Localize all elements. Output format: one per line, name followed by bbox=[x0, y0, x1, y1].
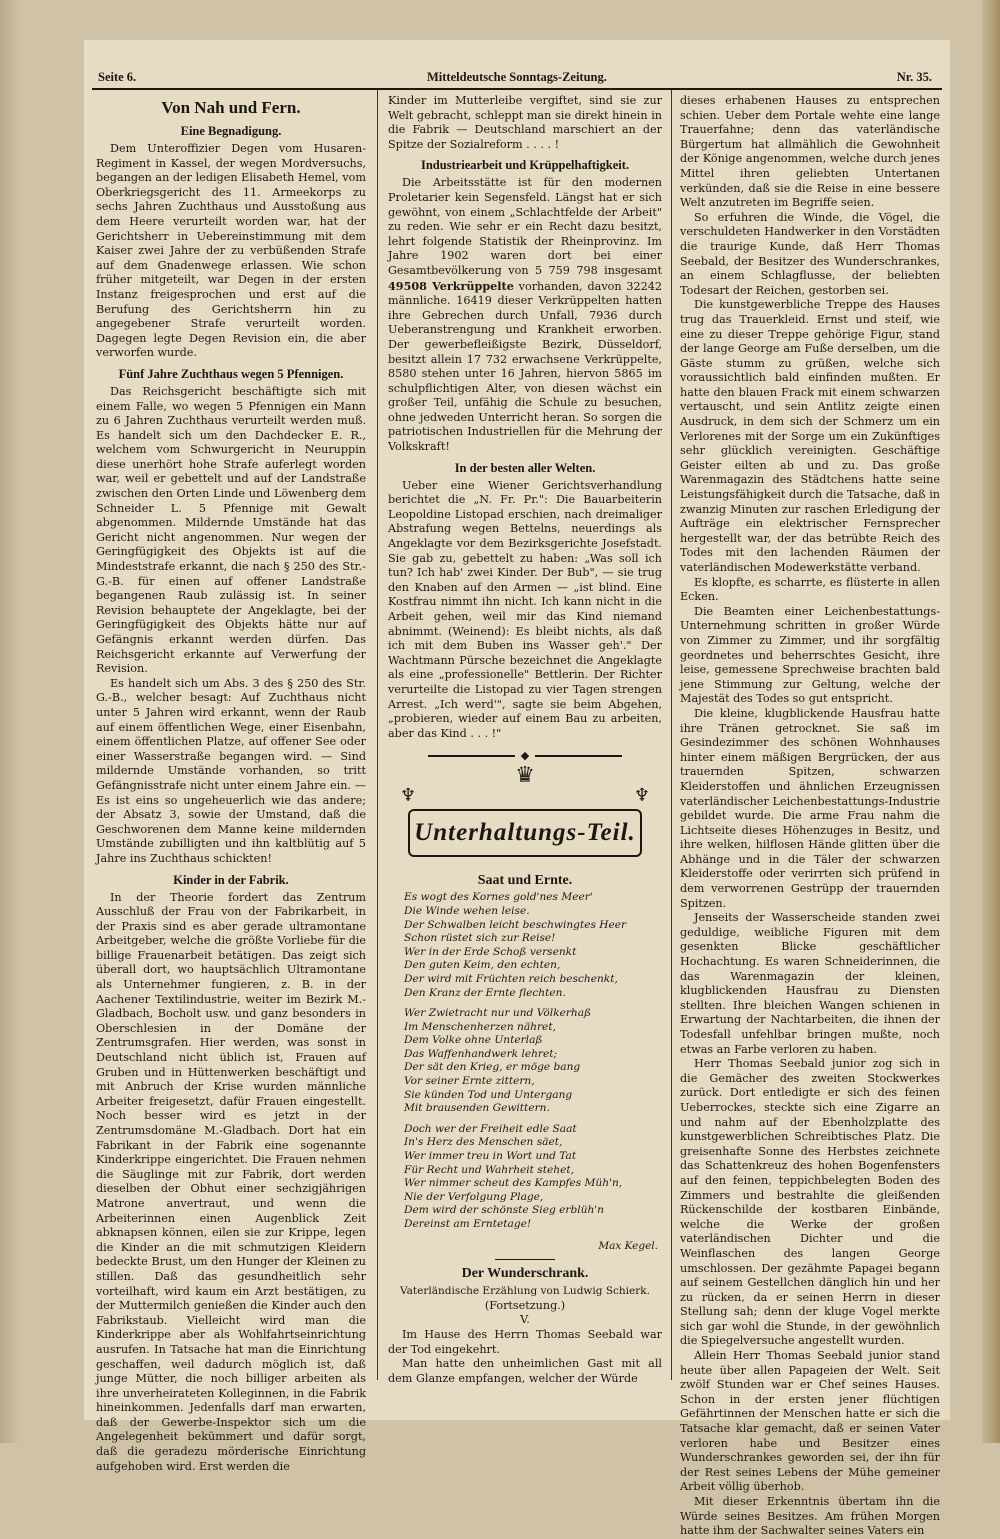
article-paragraph: Kinder im Mutterleibe vergiftet, sind sie zur Welt gebracht, schleppt man sie direkt hinein in die Fabrik — Deutschland marschiert an der Spitze der Sozialreform . . . . ! bbox=[388, 94, 662, 151]
section-title: Von Nah und Fern. bbox=[161, 98, 301, 117]
poem-line: In's Herz des Menschen säet, bbox=[404, 1136, 563, 1149]
poem-line: Es wogt des Kornes gold'nes Meer' bbox=[404, 891, 593, 904]
header-rule bbox=[92, 88, 942, 90]
poem-line: Wer Zwietracht nur und Völkerhaß bbox=[404, 1007, 592, 1020]
article-title: Fünf Jahre Zuchthaus wegen 5 Pfennigen. bbox=[118, 366, 344, 381]
entertainment-banner bbox=[394, 763, 656, 865]
text-run: vorhanden, davon 32242 männliche. 16419 dieser Verkrüppelten hatten ihre Gebrechen durch Unfall, 7936 durch Ueberanstrengung und Krankheit erworben. Der gewerbefleißigste Bezirk, Düsseldorf, besitzt allein 17 732 erwachsene Verkrüppelte, 8580 stehen unter 16 Jahren, hiervon 5865 im schulpflichtigen Alter, von diesen wächst ein großer Teil, unfähig die Schule zu besuchen, ohne jedweden Unterricht heran. So sorgen die patriotischen Industriellen für die Mehrung der Volkskraft! bbox=[388, 279, 663, 454]
poem-line: Dereinst am Erntetage! bbox=[404, 1218, 532, 1230]
lamp-icon: ♆ bbox=[633, 785, 650, 807]
page-header bbox=[92, 66, 942, 88]
article-paragraph: Im Hause des Herrn Thomas Seebald war der Tod eingekehrt. bbox=[388, 1327, 662, 1356]
ornament-divider: ◆ bbox=[388, 749, 662, 763]
story-subtitle: Vaterländische Erzählung von Ludwig Schierk. bbox=[400, 1285, 650, 1298]
lamp-icon: ♆ bbox=[400, 785, 417, 807]
poem-line: Wer immer treu in Wort und Tat bbox=[404, 1150, 577, 1163]
article-title: Industriearbeit und Krüppelhaftigkeit. bbox=[420, 158, 629, 173]
poem-line: Den Kranz der Ernte flechten. bbox=[404, 986, 566, 999]
page-number: Seite 6. bbox=[98, 70, 137, 84]
poem-line: Doch wer der Freiheit edle Saat bbox=[404, 1122, 577, 1135]
poem-line: Mit brausenden Gewittern. bbox=[404, 1102, 550, 1115]
poem-line: Sie künden Tod und Untergang bbox=[404, 1088, 573, 1101]
article-title: Eine Begnadigung. bbox=[180, 124, 282, 138]
poem-line: Den guten Keim, den echten, bbox=[404, 959, 561, 972]
poem-line: Wer in der Erde Schoß versenkt bbox=[404, 945, 577, 958]
article-paragraph: In der Theorie fordert das Zentrum Ausschluß der Frau von der Fabrikarbeit, in der Praxis sind es aber gerade ultramontane Arbeitgeber, welche die größte Vorliebe für die billige Frauenarbeit betätigen. Das zeigt sich überall dort, wo hauptsächlich Ultramontane als Unternehmer fungieren, z. B. in der Aachener Textilindustrie, weiter im Bezirk M.-Gladbach, Bocholt usw. und ganz besonders in Oberschlesien in der Domäne der Zentrumsgrafen. Hier werden, was sonst in Deutschland nicht üblich ist, Frauen auf Gruben und in Hüttenwerken beschäftigt und mit Anbruch der Krise wurden männliche Arbeiter freigesetzt, dafür Frauen eingestellt. Noch besser wird es jetzt in der Zentrumsdomäne M.-Gladbach. Dort hat ein Fabrikant in der Fabrik eine sogenannte Kinderkrippe eingerichtet. Die Frauen nehmen die Säuglinge mit zur Fabrik, dort werden dieselben der Obhut einer sechzigjährigen Matrone anvertraut, und wenn die Arbeiterinnen einen Augenblick Zeit abknapsen können, eilen sie zur Krippe, legen die Kinder an die mit schmutzigen Kleidern bedeckte Brust, um den Hunger der Kleinen zu stillen. Daß das gesundheitlich sehr vorteilhaft, wird kaum ein Arzt bestätigen, zu der Muttermilch genießen die Kinder auch den Fabrikstaub. Vielleicht wird man die Kinderkrippe aber als Wohlfahrtseinrichtung ausrufen. In Tatsache hat man die Einrichtung geschaffen, weil dadurch möglich ist, daß junge Mütter, die noch billiger arbeiten als ihre unverheirateten Kolleginnen, in die Fabrik hineinkommen. Jedenfalls darf man erwarten, daß der Gewerbe-Inspektor sich um die Angelegenheit bekümmert und dafür sorgt, daß die geradezu mörderische Einrichtung aufgehoben wird. Erst werden die bbox=[96, 890, 366, 1473]
newspaper-title: Mitteldeutsche Sonntags-Zeitung. bbox=[427, 70, 607, 84]
poem-line: Der Schwalben leicht beschwingtes Heer bbox=[404, 918, 627, 931]
column-rule-1 bbox=[377, 90, 378, 1380]
story-continuation: (Fortsetzung.) bbox=[484, 1298, 566, 1312]
article-paragraph: Mit dieser Erkenntnis übertam ihn die Würde seines Besitzes. Am frühen Morgen hatte ihm der Sachwalter seines Vaters ein bbox=[680, 1495, 940, 1538]
article-paragraph: Das Reichsgericht beschäftigte sich mit einem Falle, wo wegen 5 Pfennigen ein Mann zu 6 Jahren Zuchthaus verurteilt werden muß. Es handelt sich um den Dachdecker E. R., welchem vom Schwurgericht in Neuruppin diese unerhört hohe Strafe auferlegt worden war, weil er gebettelt und auf der Landstraße zwischen den Orten Linde und Löwenberg dem Schneider L. 5 Pfennige mit Gewalt abgenommen. Mildernde Umstände hat das Gericht nicht angenommen. Nur wegen der Geringfügigkeit des Objekts ist auf die Mindeststrafe erkannt, die nach § 250 des Str.-G.-B. für einen auf offener Landstraße begangenen Raub zulässig ist. In seiner Revision behauptete der Angeklagte, bei der Geringfügigkeit des Objekts hätte nur auf Gefängnis erkannt werden dürfen. Das Reichsgericht erkannte auf Verwerfung der Revision. bbox=[96, 384, 366, 676]
poem-line: Der sät den Krieg, er möge bang bbox=[404, 1061, 581, 1074]
crown-icon: ♛ bbox=[515, 763, 535, 789]
divider bbox=[495, 1259, 555, 1260]
poem-line: Für Recht und Wahrheit stehet, bbox=[404, 1163, 574, 1176]
poem-stanza bbox=[404, 1123, 662, 1232]
banner-title: Unterhaltungs-Teil. bbox=[408, 809, 642, 857]
bold-figure: 49508 Verkrüppelte bbox=[388, 278, 514, 293]
poem-line: Wer nimmer scheut des Kampfes Müh'n, bbox=[404, 1177, 623, 1190]
poem-stanza bbox=[404, 891, 662, 1000]
poem-line: Die Winde wehen leise. bbox=[404, 904, 530, 917]
article-paragraph: So erfuhren die Winde, die Vögel, die verschuldeten Handwerker in den Vorstädten die traurige Kunde, daß Herr Thomas Seebald, der Besitzer des Wunderschrankes, an einem Schlagflusse, der beliebten Todesart der Reichen, gestorben sei. bbox=[680, 210, 940, 297]
article-paragraph bbox=[388, 176, 662, 454]
poem-title: Saat und Ernte. bbox=[477, 873, 573, 889]
poem-line: Dem wird der schönste Sieg erblüh'n bbox=[404, 1204, 604, 1217]
article-paragraph: Man hatte den unheimlichen Gast mit all dem Glanze empfangen, welcher der Würde bbox=[388, 1357, 662, 1385]
poem-line: Das Waffenhandwerk lehret; bbox=[404, 1047, 558, 1060]
book-spine bbox=[0, 0, 22, 1443]
article-paragraph: dieses erhabenen Hauses zu entsprechen schien. Ueber dem Portale wehte eine lange Trauerfahne; denn das vaterländische Bürgertum hat allmählich die Gewohnheit der Könige angenommen, welche durch jenes Mittel ihren geliebten Untertanen verkünden, daß sie die Reise in eine bessere Welt anzutreten im Begriffe seien. bbox=[680, 94, 940, 210]
newspaper-page bbox=[84, 40, 950, 1538]
poem-line: Im Menschenherzen nähret, bbox=[404, 1020, 556, 1033]
article-paragraph: Die kunstgewerbliche Treppe des Hauses trug das Trauerkleid. Ernst und steif, wie eine zu dieser Treppe gehörige Figur, stand der lange George am Fuße derselben, um die Gäste stumm zu grüßen, welche sich voraussichtlich bald einfinden mußten. Er hatte den blauen Frack mit einem schwarzen vertauscht, und sein Antlitz zeigte einen Ausdruck, in dem sich der Schmerz um ein Verlorenes mit der Sorge um ein Zukünftiges sehr glücklich vereinigten. Geschäftige Geister eilten ab und zu. Das große Warenmagazin des Städtchens hatte seine Leistungsfähigkeit durch die Tatsache, daß in zwanzig Minuten zur raschen Erledigung der Aufträge ein elektrischer Fernsprecher hergestellt war, der das betrübte Reich des Todes mit den lachenden Räumen der vaterländischen Modewerkstätte verband. bbox=[680, 298, 940, 574]
poem bbox=[388, 891, 662, 1231]
poem-line: Vor seiner Ernte zittern, bbox=[404, 1075, 535, 1088]
article-title: In der besten aller Welten. bbox=[454, 460, 596, 475]
poem-line: Schon rüstet sich zur Reise! bbox=[404, 932, 556, 945]
chapter-number: V. bbox=[520, 1313, 530, 1327]
poem-author: Max Kegel. bbox=[598, 1239, 658, 1252]
article-paragraph: Jenseits der Wasserscheide standen zwei geduldige, weibliche Figuren mit dem gesenkten Blicke geschäftlicher Hochachtung. Es waren Schneiderinnen, die das Warenmagazin der kleinen, klugblickenden Hausfrau zu Diensten stellten. Ihre bleichen Wangen schienen in Erwartung der Nachtarbeiten, die ihnen der Todesfall unfehlbar bringen mußte, noch etwas an Farbe verloren zu haben. bbox=[680, 911, 940, 1056]
article-paragraph: Die kleine, klugblickende Hausfrau hatte ihre Tränen getrocknet. Sie saß im Gesindezimmer des schönen Wohnhauses hinter einem mäßigen Bergrücken, der aus trauernden Spitzen, schwarzen Kleiderstoffen und ähnlichen Erzeugnissen vaterländischer Leichenbestattungs-Industrie gebildet wurde. Die arme Frau nahm die Lichtseite dieses Höhenzuges in Besitz, und ihre welken, hilflosen Hände glitten über die Abhänge und in die Täler der schwarzen Kleiderstoffe oder verirrten sich prüfend in dem verworrenen Gestrüpp der trauernden Spitzen. bbox=[680, 706, 940, 910]
article-paragraph: Die Beamten einer Leichenbestattungs-Unternehmung schritten in großer Würde von Zimmer zu Zimmer, und ihr sorgfältig geordnetes und beherrschtes Gesicht, ihre leise, gemessene Sprechweise brachten bald jene Stimmung zur Geltung, welche der Majestät des Todes so gut entspricht. bbox=[680, 604, 940, 706]
article-title: Kinder in der Fabrik. bbox=[173, 872, 289, 887]
poem-line: Der wird mit Früchten reich beschenkt, bbox=[404, 972, 618, 985]
article-paragraph: Herr Thomas Seebald junior zog sich in die Gemächer des zweiten Stockwerkes zurück. Dort entledigte er sich des feinen Ueberrockes, steckte sich eine Zigarre an und nahm auf der Ebenholzplatte des kunstgewerblichen Schreibtisches Platz. Die greisenhafte Sonne des Herbstes zeichnete das Schattenkreuz des hohen Bogenfensters auf den feinen, teppichbelegten Boden des Zimmers und bestrahlte die gleißenden Rückenschilde der kostbaren Einbände, welche die Werke der großen vaterländischen Dichter und die Weinflaschen des langen George umschlossen. Der gezähmte Papagei begann auf seinem Gestellchen dänglich hin und her zu rücken, da er seinen Herrn in dieser Stellung sah; denn der kluge Vogel merkte sich gar wohl die Stunde, in der gewöhnlich die Spiegelversuche angestellt wurden. bbox=[680, 1057, 940, 1348]
article-paragraph: Dem Unteroffizier Degen vom Husaren-Regiment in Kassel, der wegen Mordversuchs, begangen an der ledigen Elisabeth Hemel, vom Oberkriegsgericht des 11. Armeekorps zu sechs Jahren Zuchthaus und Ausstoßung aus dem Heere verurteilt worden war, hat der Gerichtsherr in Uebereinstimmung mit dem Kaiser zwei Jahre der zu verbüßenden Strafe auf dem Gnadenwege erlassen. Wie schon früher mitgeteilt, war Degen in der ersten Instanz freigesprochen und erst auf die Berufung des Gerichtsherrn hin zu angegebener Strafe verurteilt worden. Dagegen legte Degen Revision ein, die aber verworfen wurde. bbox=[96, 142, 366, 360]
column-rule-2 bbox=[671, 90, 672, 1380]
article-paragraph: Es klopfte, es scharrte, es flüsterte in allen Ecken. bbox=[680, 575, 940, 604]
poem-line: Dem Volke ohne Unterlaß bbox=[404, 1034, 543, 1047]
poem-stanza bbox=[404, 1007, 662, 1116]
article-paragraph: Ueber eine Wiener Gerichtsverhandlung berichtet die „N. Fr. Pr.": Die Bauarbeiterin Leopoldine Listopad erschien, nach dreimaliger Abstrafung wegen Bettelns, neuerdings als Angeklagte vor dem Bezirksgerichte Josefstadt. Sie gab zu, gebettelt zu haben: „Was soll ich tun? Ich hab' zwei Kinder. Der Bub", — sie trug den Knaben auf den Armen — „ist blind. Eine Kostfrau nimmt ihn nicht. Ich kann nicht in die Arbeit gehen, weil mir das Kind niemand abnimmt. (Weinend): Es bleibt nichts, als daß ich mit dem Buben ins Wasser geh'." Der Wachtmann Pürsche bezeichnet die Angeklagte als eine „professionelle" Bettlerin. Der Richter verurteilte die Listopad zu vier Tagen strengen Arrest. „Ich werd'", sagte sie beim Abgehen, „probieren, wieder auf einem Bau zu arbeiten, aber das Kind . . . !" bbox=[388, 478, 662, 740]
story-title: Der Wunderschrank. bbox=[461, 1266, 589, 1282]
column-2 bbox=[388, 94, 663, 1385]
poem-line: Nie der Verfolgung Plage, bbox=[404, 1190, 544, 1203]
article-paragraph: Es handelt sich um Abs. 3 des § 250 des Str. G.-B., welcher besagt: Auf Zuchthaus nicht unter 5 Jahren wird erkannt, wenn der Raub auf einem öffentlichen Wege, einer Eisenbahn, einem öffentlichen Platze, auf offener See oder einer Wasserstraße begangen wird. — Sind mildernde Umstände vorhanden, so tritt Gefängnisstrafe nicht unter einem Jahre ein. — Es ist eins so ungeheuerlich wie das andere; der Absatz 3, sowie der Umstand, daß die Geschworenen dem Manne keine mildernden Umstände zubilligten und ihn kaltblütig auf 5 Jahre ins Zuchthaus schickten! bbox=[96, 676, 366, 865]
page-edge bbox=[982, 0, 1000, 1443]
column-1 bbox=[96, 94, 366, 1473]
text-run: Die Arbeitsstätte ist für den modernen Proletarier kein Segensfeld. Längst hat er sich gewöhnt, von einem „Schlachtfelde der Arbeit" zu reden. Wie sehr er ein Recht dazu besitzt, lehrt folgende Statistik der Rheinprovinz. Im Jahre 1902 waren dort bei einer Gesamtbevölkerung von 5 759 798 insgesamt bbox=[388, 176, 662, 277]
issue-number: Nr. 35. bbox=[896, 70, 932, 84]
article-paragraph: Allein Herr Thomas Seebald junior stand heute über allen Papageien der Welt. Seit zwölf Stunden war er Chef seines Hauses. Schon in der ersten jener flüchtigen Gefährtinnen der Menschen hatte er sich die Tatsache klar gemacht, daß er seinen Vater verloren habe und Besitzer eines Wunderschrankes geworden sei, der ihn für der Rest seines Lebens der Mühe gemeiner Arbeit völlig überhob. bbox=[680, 1349, 940, 1494]
column-3 bbox=[680, 94, 940, 1538]
